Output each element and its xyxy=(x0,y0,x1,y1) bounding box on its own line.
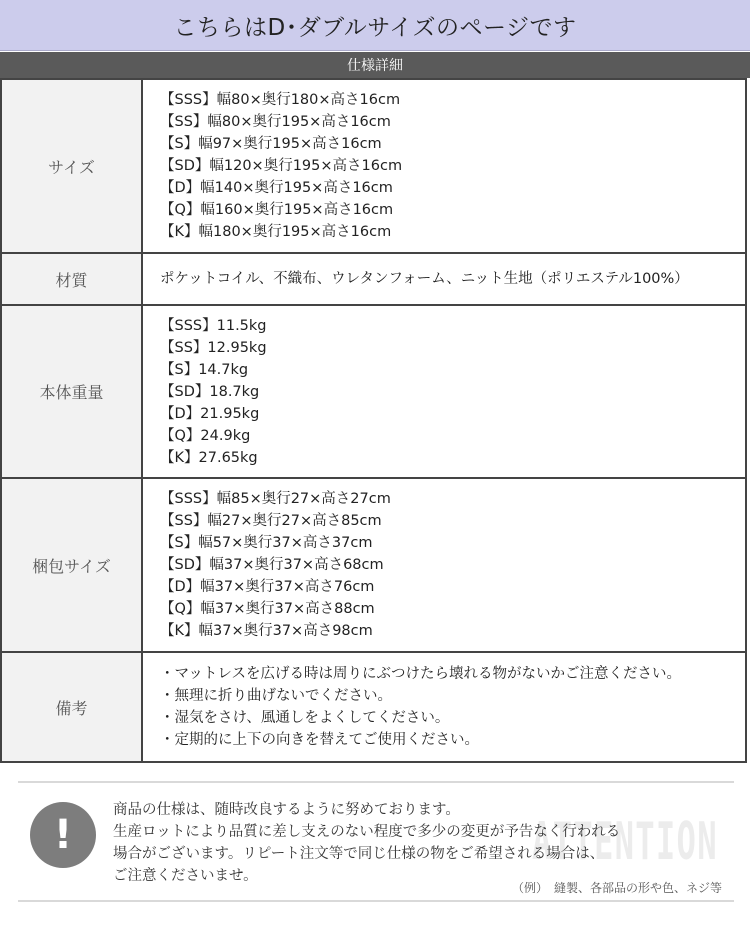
size-line: 【Q】幅160×奥行195×高さ16cm xyxy=(160,202,394,218)
exclamation-icon xyxy=(30,802,96,868)
size-line: 【S】幅97×奥行195×高さ16cm xyxy=(160,136,382,152)
attention-watermark: ATTENTION xyxy=(532,812,718,872)
notice-line: ご注意くださいませ。 xyxy=(113,868,258,884)
weight-line: 【S】14.7kg xyxy=(160,361,249,378)
spec-label-notes: 備考 xyxy=(1,652,142,762)
spec-label-weight: 本体重量 xyxy=(1,305,142,478)
spec-row-weight xyxy=(1,305,746,478)
size-line: 【SD】幅120×奥行195×高さ16cm xyxy=(160,158,403,174)
material-line: ポケットコイル、不織布、ウレタンフォーム、ニット生地（ポリエステル100%） xyxy=(160,271,689,287)
size-line: 【D】幅140×奥行195×高さ16cm xyxy=(160,180,393,196)
size-line: 【K】幅180×奥行195×高さ16cm xyxy=(160,224,392,240)
package-line: 【Q】幅37×奥行37×高さ88cm xyxy=(160,601,375,617)
notice-bottom-divider xyxy=(18,900,734,902)
notes-line: ・定期的に上下の向きを替えてご使用ください。 xyxy=(160,732,479,748)
package-line: 【D】幅37×奥行37×高さ76cm xyxy=(160,579,375,595)
package-line: 【SSS】幅85×奥行27×高さ27cm xyxy=(160,491,391,507)
notice-top-divider xyxy=(18,781,734,783)
notes-line: ・無理に折り曲げないでください。 xyxy=(160,688,392,704)
notes-line: ・湿気をさけ、風通しをよくしてください。 xyxy=(160,710,450,726)
spec-section-title: 仕様詳細 xyxy=(347,58,403,74)
spec-row-notes xyxy=(1,652,746,762)
notes-line: ・マットレスを広げる時は周りにぶつけたら壊れる物がないかご注意ください。 xyxy=(160,666,681,682)
size-line: 【SS】幅80×奥行195×高さ16cm xyxy=(160,114,391,130)
spec-value-material xyxy=(142,253,746,305)
spec-row-material xyxy=(1,253,746,305)
package-line: 【SD】幅37×奥行37×高さ68cm xyxy=(160,557,384,573)
spec-table xyxy=(0,78,747,763)
weight-line: 【SD】18.7kg xyxy=(160,383,260,400)
spec-row-package xyxy=(1,478,746,652)
weight-line: 【Q】24.9kg xyxy=(160,427,251,444)
package-line: 【S】幅57×奥行37×高さ37cm xyxy=(160,535,373,551)
spec-value-package xyxy=(142,478,746,652)
package-line: 【K】幅37×奥行37×高さ98cm xyxy=(160,623,373,639)
page-title-banner xyxy=(0,0,750,51)
spec-value-weight xyxy=(142,305,746,478)
size-line: 【SSS】幅80×奥行180×高さ16cm xyxy=(160,92,401,108)
spec-row-size xyxy=(1,79,746,253)
page-title: こちらはD･ダブルサイズのページです xyxy=(173,14,577,41)
weight-line: 【K】27.65kg xyxy=(160,449,258,466)
spec-label-size: サイズ xyxy=(1,79,142,253)
spec-section-header xyxy=(0,52,750,78)
spec-label-material: 材質 xyxy=(1,253,142,305)
weight-line: 【SS】12.95kg xyxy=(160,339,267,356)
notice-line: 生産ロットにより品質に差し支えのない程度で多少の変更が予告なく行われる xyxy=(113,824,621,840)
notice-example: （例） 縫製、各部品の形や色、ネジ等 xyxy=(511,881,722,895)
weight-line: 【SSS】11.5kg xyxy=(160,317,267,334)
spec-value-size xyxy=(142,79,746,253)
notice-line: 場合がございます。リピート注文等で同じ仕様の物をご希望される場合は、 xyxy=(113,846,605,862)
notice-text xyxy=(113,799,620,887)
spec-label-package: 梱包サイズ xyxy=(1,478,142,652)
notice-line: 商品の仕様は、随時改良するように努めております。 xyxy=(113,802,460,818)
weight-line: 【D】21.95kg xyxy=(160,405,260,422)
spec-value-notes xyxy=(142,652,746,762)
package-line: 【SS】幅27×奥行27×高さ85cm xyxy=(160,513,382,529)
exclamation-glyph: ! xyxy=(53,812,73,858)
